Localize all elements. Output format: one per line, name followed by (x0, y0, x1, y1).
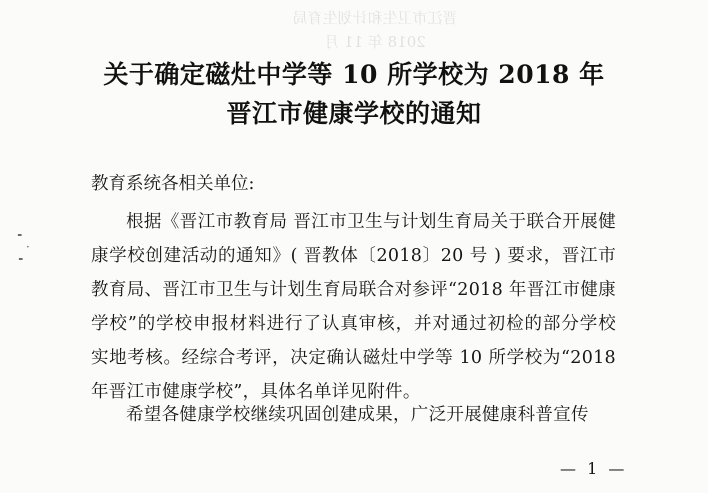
body-paragraph-1: 根据《晋江市教育局 晋江市卫生与计划生育局关于联合开展健康学校创建活动的通知》( 晋教体〔2018〕20 号 ) 要求，晋江市教育局、晋江市卫生与计划生育局联合对参评“2018 年晋江市健康学校”的学校申报材料进行了认真审核，并对通过初检的部分学校实地考核。经综合考评，决定确认磁灶中学等 10 所学校为“2018 年晋江市健康学校”，具体名单详见附件。 (91, 212, 616, 402)
bleed-through-text (175, 6, 575, 54)
body-paragraph-2: 希望各健康学校继续巩固创建成果，广泛开展健康科普宣传 (126, 405, 589, 425)
document-title-line-1: 关于确定磁灶中学等 10 所学校为 2018 年 (103, 60, 605, 89)
bleed-line-2: 2018 年 11 月 (324, 33, 426, 51)
punch-hole-mark: ╸ (19, 252, 27, 266)
document-title-line-2: 晋江市健康学校的通知 (226, 99, 482, 128)
punch-hole-mark: ╸ (18, 228, 26, 242)
bleed-line-1: 晋江市卫生和计划生育局 (292, 9, 458, 27)
page-number: — 1 — (560, 459, 628, 478)
salutation: 教育系统各相关单位: (91, 174, 255, 194)
punch-hole-mark: · (26, 240, 30, 254)
